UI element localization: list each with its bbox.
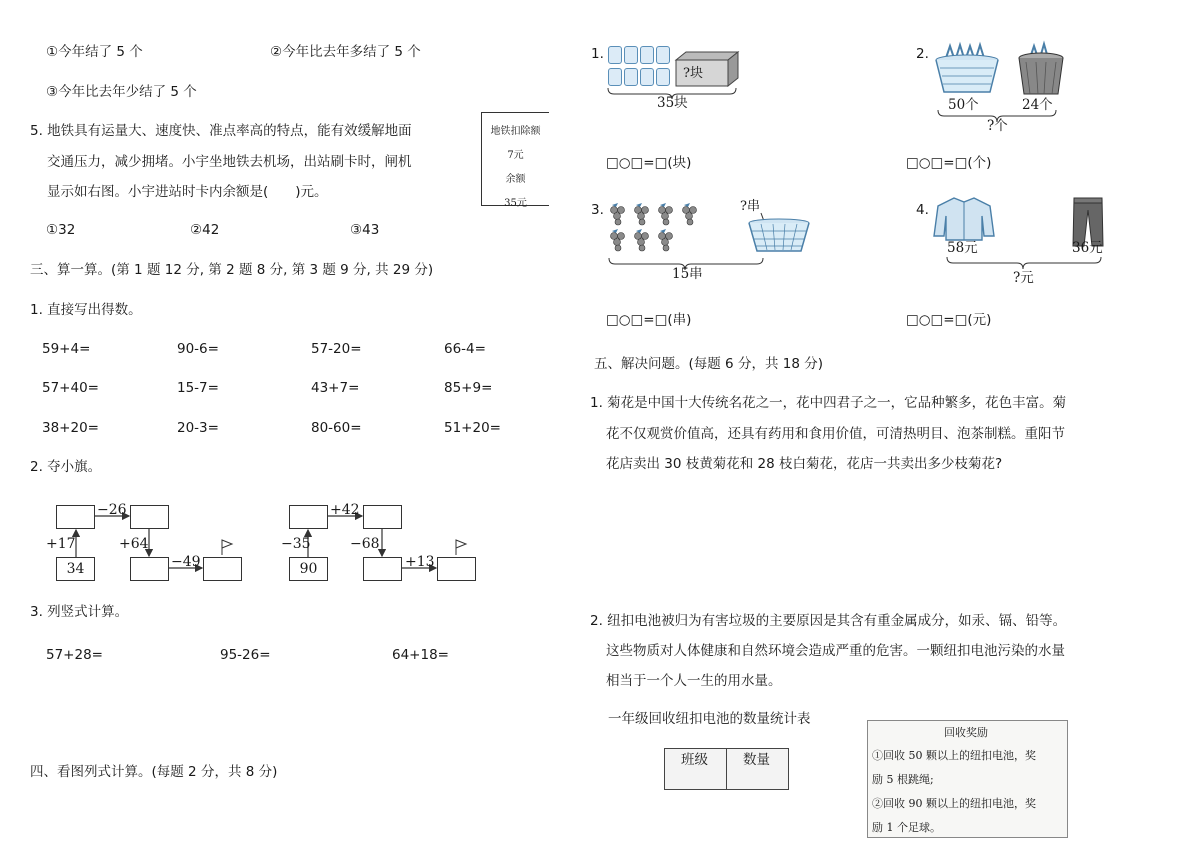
flag2-box-start — [289, 557, 328, 581]
section-4-title: 四、看图列式计算。(每题 2 分，共 8 分) — [30, 764, 278, 780]
pic4-left-value: 58元 — [947, 240, 978, 256]
q5-line-1: 5. 地铁具有运量大、速度快、准点率高的特点，能有效缓解地面 — [30, 123, 412, 139]
oral-calc: 20-3= — [177, 420, 219, 436]
pic1-total: 35块 — [657, 95, 688, 111]
reward-line-1: ①回收 50 颗以上的纽扣电池，奖 — [872, 749, 1036, 762]
s5-q1-line-1: 1. 菊花是中国十大传统名花之一，花中四君子之一，它品种繁多，花色丰富。菊 — [590, 395, 1067, 411]
pic3-number: 3. — [591, 202, 604, 218]
s5-q2-line-1: 2. 纽扣电池被归为有害垃圾的主要原因是其含有重金属成分，如汞、镉、铅等。 — [590, 613, 1067, 629]
s5-q2-line-2: 这些物质对人体健康和自然环境会造成严重的危害。一颗纽扣电池污染的水量 — [606, 643, 1065, 659]
flag2-op-mid: −68 — [350, 536, 380, 552]
flag2-op-top: +42 — [330, 502, 360, 518]
flag1-op-bottom: −49 — [171, 554, 201, 570]
flag1-box-top-left[interactable] — [56, 505, 95, 529]
reward-line-3: ②回收 90 颗以上的纽扣电池，奖 — [872, 797, 1036, 810]
vertical-calc: 57+28= — [46, 647, 103, 663]
oral-calc: 85+9= — [444, 380, 493, 396]
grape-bunches-icon — [604, 200, 704, 256]
vertical-calc: 64+18= — [392, 647, 449, 663]
pic4-total: ?元 — [1013, 270, 1034, 286]
card-label-deduct: 地铁扣除额 — [490, 126, 541, 137]
reward-line-2: 励 5 根跳绳; — [872, 773, 934, 786]
q5-line-3: 显示如右图。小宇进站时卡内余额是( )元。 — [47, 184, 328, 200]
option-1: ①今年结了 5 个 — [46, 44, 143, 60]
q5-option-3: ③43 — [350, 222, 380, 238]
s5-q1-line-2: 花不仅观赏价值高，还具有药用和食用价值，可清热明目、泡茶制糕。重阳节 — [606, 426, 1065, 442]
oral-calc: 57-20= — [311, 341, 362, 357]
flag2-box-top-right[interactable] — [363, 505, 402, 529]
oral-calc: 59+4= — [42, 341, 91, 357]
card-label-balance: 余额 — [505, 174, 526, 185]
pic2-right-value: 24个 — [1022, 97, 1053, 113]
flag1-op-top: −26 — [97, 502, 127, 518]
option-3: ③今年比去年少结了 5 个 — [46, 84, 197, 100]
oral-calc: 90-6= — [177, 341, 219, 357]
flag2-start-value: 90 — [299, 561, 318, 577]
q3-1-title: 1. 直接写出得数。 — [30, 302, 142, 318]
pic3-total: 15串 — [672, 266, 703, 282]
oral-calc: 38+20= — [42, 420, 99, 436]
reward-line-4: 励 1 个足球。 — [872, 821, 941, 834]
pic3-basket-label: ?串 — [740, 199, 760, 214]
chocolate-pieces — [608, 46, 672, 88]
oral-calc: 43+7= — [311, 380, 360, 396]
s5-q1-line-3: 花店卖出 30 枝黄菊花和 28 枝白菊花，花店一共卖出多少枝菊花? — [606, 456, 1003, 472]
oral-calc: 80-60= — [311, 420, 362, 436]
q5-line-2: 交通压力，减少拥堵。小宇坐地铁去机场，出站刷卡时，闸机 — [47, 154, 412, 170]
table-header-quantity: 数量 — [743, 752, 770, 768]
section-3-title: 三、算一算。(第 1 题 12 分, 第 2 题 8 分, 第 3 题 9 分, 共 29 分) — [30, 262, 434, 278]
vertical-calc: 95-26= — [220, 647, 271, 663]
q3-3-title: 3. 列竖式计算。 — [30, 604, 129, 620]
flag1-op-left: +17 — [46, 536, 76, 552]
flag2-op-bottom: +13 — [405, 554, 435, 570]
flag2-box-top-left[interactable] — [289, 505, 328, 529]
oral-calc: 57+40= — [42, 380, 99, 396]
table-header-class: 班级 — [681, 752, 708, 768]
pic3-answer: □○□=□(串) — [606, 312, 692, 328]
pic2-total: ?个 — [987, 118, 1008, 134]
flag1-box-start — [56, 557, 95, 581]
oral-calc: 51+20= — [444, 420, 501, 436]
flag1-start-value: 34 — [66, 561, 85, 577]
card-value-balance: 35元 — [504, 198, 527, 209]
q5-option-1: ①32 — [46, 222, 76, 238]
flag2-op-left: −35 — [281, 536, 311, 552]
flag1-box-top-right[interactable] — [130, 505, 169, 529]
flag1-box-goal[interactable] — [203, 557, 242, 581]
pic1-box-label: ?块 — [683, 66, 703, 81]
section-5-title: 五、解决问题。(每题 6 分，共 18 分) — [594, 356, 823, 372]
pic4-answer: □○□=□(元) — [906, 312, 992, 328]
option-2: ②今年比去年多结了 5 个 — [270, 44, 421, 60]
flag1-box-bottom-mid[interactable] — [130, 557, 169, 581]
pic4-brace — [945, 255, 1110, 271]
pic4-right-value: 36元 — [1072, 240, 1103, 256]
s5-q2-line-3: 相当于一个人一生的用水量。 — [606, 673, 782, 689]
flag1-op-mid: +64 — [119, 536, 149, 552]
jacket-icon — [932, 196, 996, 242]
battery-table-title: 一年级回收纽扣电池的数量统计表 — [608, 711, 811, 727]
waste-basket-icon — [1016, 44, 1066, 98]
pic2-left-value: 50个 — [948, 97, 979, 113]
card-value-deduct: 7元 — [507, 150, 524, 161]
reward-card — [867, 720, 1068, 838]
q3-2-title: 2. 夺小旗。 — [30, 459, 102, 475]
q5-option-2: ②42 — [190, 222, 220, 238]
oral-calc: 15-7= — [177, 380, 219, 396]
reward-title: 回收奖励 — [944, 726, 988, 739]
flag2-box-bottom-mid[interactable] — [363, 557, 402, 581]
fish-basket-icon — [932, 44, 1002, 96]
pic1-number: 1. — [591, 46, 604, 62]
oral-calc: 66-4= — [444, 341, 486, 357]
empty-basket-icon — [747, 219, 811, 255]
pic2-number: 2. — [916, 46, 929, 62]
flag2-box-goal[interactable] — [437, 557, 476, 581]
pic1-answer: □○□=□(块) — [606, 155, 692, 171]
pic4-number: 4. — [916, 202, 929, 218]
battery-stat-table — [664, 748, 789, 790]
pic2-answer: □○□=□(个) — [906, 155, 992, 171]
